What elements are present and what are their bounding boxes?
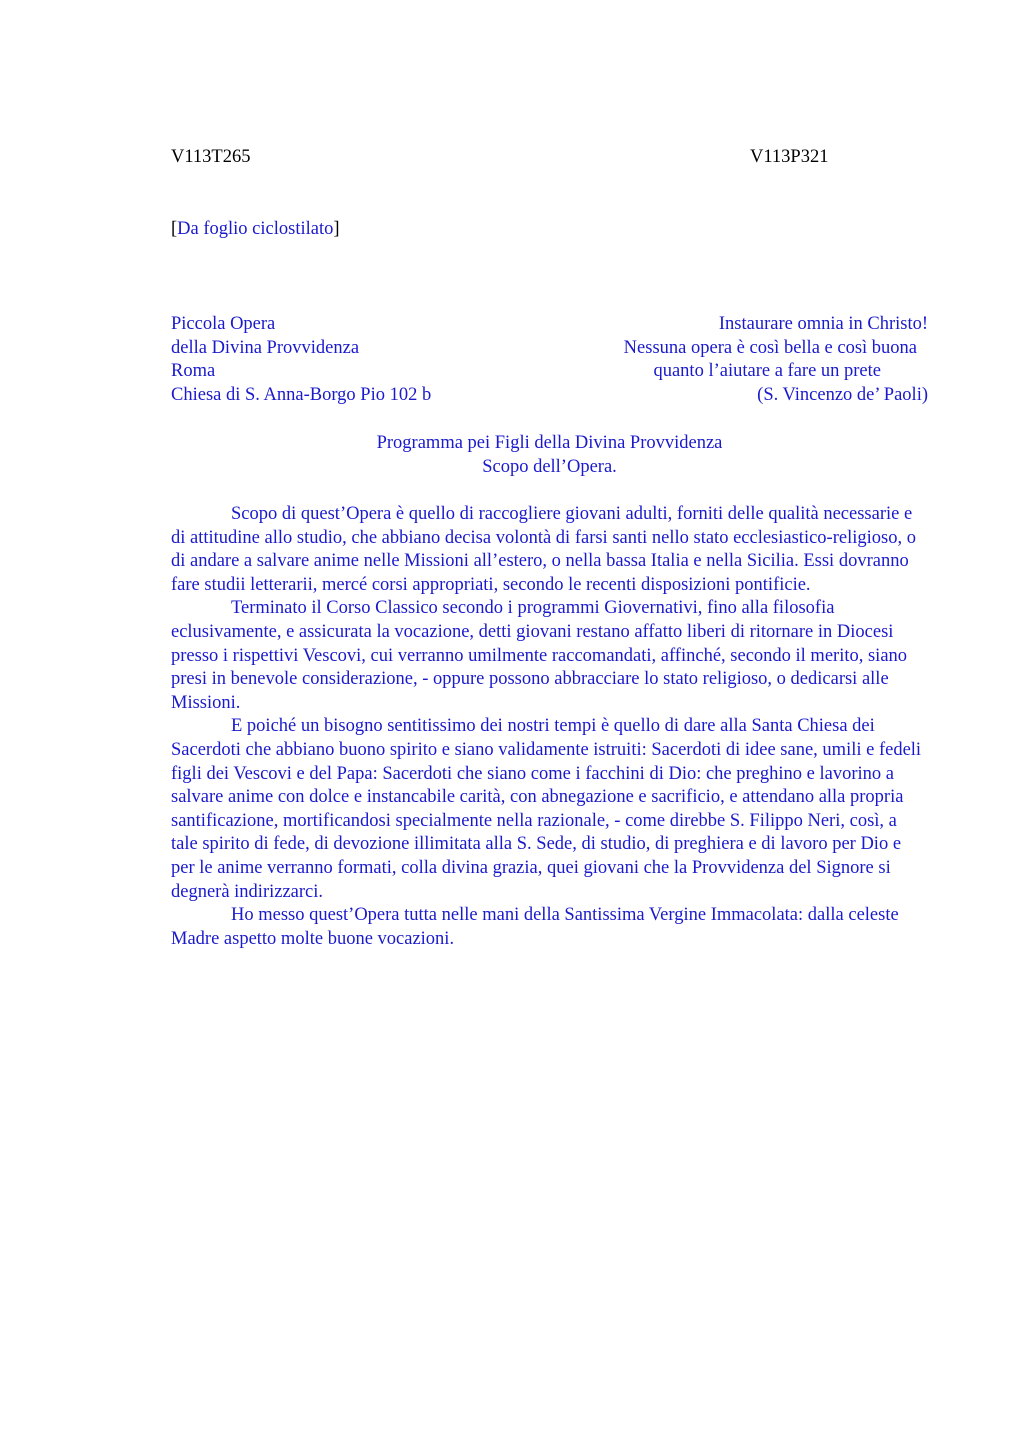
letterhead-line: Piccola Opera — [171, 314, 276, 334]
paragraph: E poiché un bisogno sentitissimo dei nostri tempi è quello di dare alla Santa Chiesa dei Sacerdoti che abbiano buono spirito e siano validamente istruiti: Sacerdoti di idee sane, umili e fedeli figli dei Vescovi e del Papa: Sacerdoti che siano come i facchini di Dio: che preghino e lavorino a salvare anime con dolce e instancabile carità, con abnegazione e sacrificio, e attendano alla propria santificazione, mortificandosi specialmente nella razionale, - come direbbe S. Filippo Neri, così, a tale spirito di fede, di devozione illimitata alla S. Sede, di studio, di preghiera e di lavoro per Dio e per le anime verranno formati, colla divina grazia, quei giovani che la Provvidenza del Signore si degnerà indirizzarci. — [171, 716, 922, 902]
letterhead-left — [171, 313, 531, 407]
paragraph: Ho messo quest’Opera tutta nelle mani della Santissima Vergine Immacolata: dalla celeste Madre aspetto molte buone vocazioni. — [171, 905, 899, 949]
paragraph: Terminato il Corso Classico secondo i programmi Giovernativi, fino alla filosofia eclusivamente, e assicurata la vocazione, detti giovani restano affatto liberi di ritornare in Diocesi presso i rispettivi Vescovi, cui verranno umilmente raccomandati, affinché, secondo il merito, siano presi in benevole considerazione, - oppure possono abbracciare lo stato religioso, o dedicarsi alle Missioni. — [171, 598, 908, 713]
paragraph: Scopo di quest’Opera è quello di raccogliere giovani adulti, forniti delle qualità necessarie e di attitudine allo studio, che abbiano decisa volontà di farsi santi nello stato ecclesiastico-religioso, o di andare a salvare anime nelle Missioni all’estero, o nella bassa Italia e nella Sicilia. Essi dovranno fare studii letterarii, mercé corsi appropriati, secondo le recenti disposizioni pontificie. — [171, 504, 916, 595]
source-note-close-bracket: ] — [333, 219, 340, 239]
motto-line: Instaurare omnia in Christo! — [718, 314, 928, 334]
source-note — [171, 218, 340, 242]
reference-code-right: V113P321 — [750, 147, 829, 167]
title-line-2: Scopo dell’Opera. — [482, 456, 617, 477]
body-text — [171, 503, 928, 951]
reference-code-left: V113T265 — [171, 147, 251, 167]
letterhead-line: Roma — [171, 361, 216, 382]
source-note-text: Da foglio ciclostilato — [177, 219, 334, 239]
motto-line: Nessuna opera è così bella e così buona — [623, 337, 917, 358]
motto-attribution: (S. Vincenzo de’ Paoli) — [757, 384, 928, 405]
letterhead-line: della Divina Provvidenza — [171, 337, 360, 358]
motto-line: quanto l’aiutare a fare un prete — [653, 361, 881, 382]
letterhead-line: Chiesa di S. Anna-Borgo Pio 102 b — [171, 384, 432, 405]
source-note-open-bracket: [ — [171, 219, 178, 239]
document-title — [171, 432, 928, 479]
title-line-1: Programma pei Figli della Divina Provvidenza — [376, 433, 723, 453]
motto-block — [540, 313, 928, 407]
